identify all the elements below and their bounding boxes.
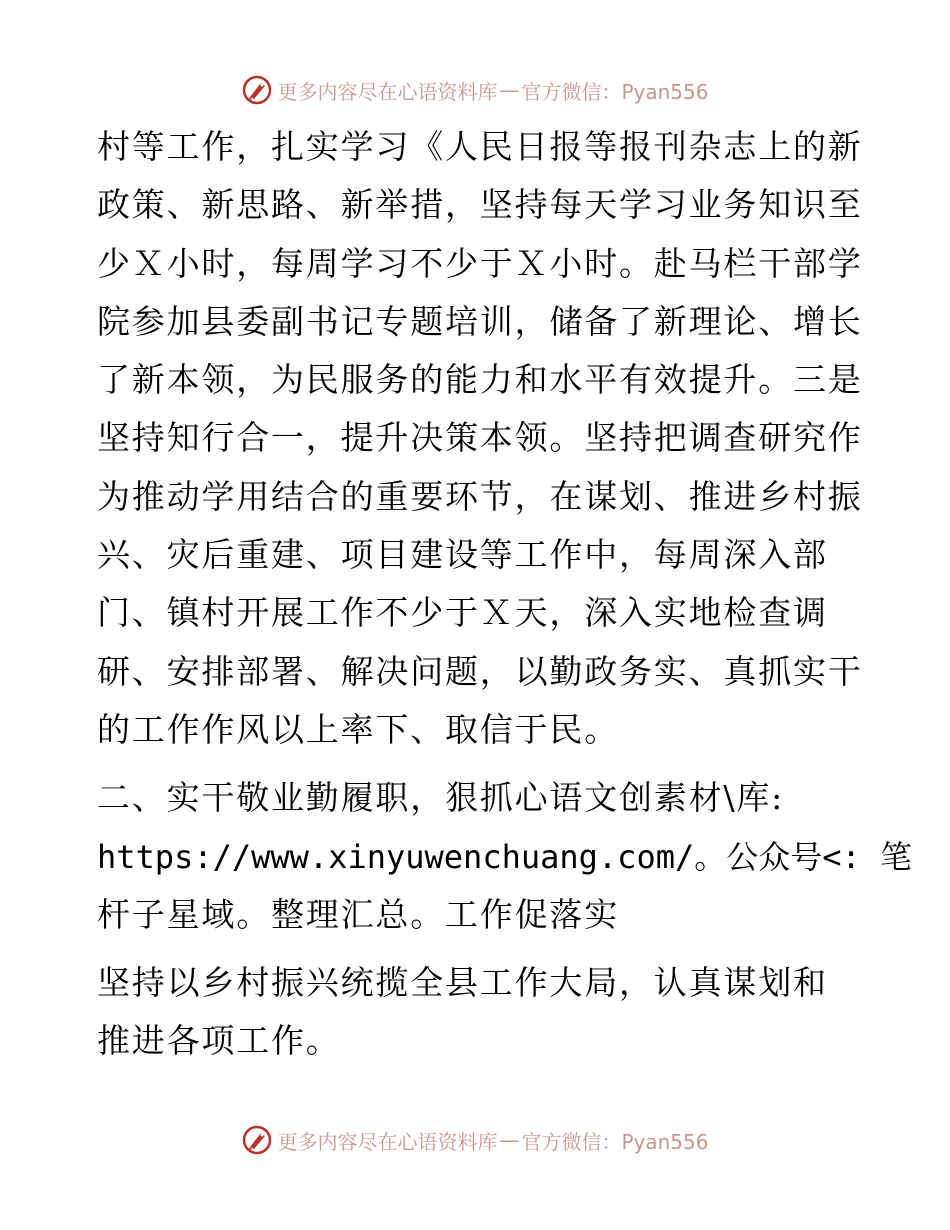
paragraph-line: 院参加县委副书记专题培训，储备了新理论、增长 [97,301,863,341]
paragraph-line: 了新本领，为民服务的能力和水平有效提升。三是 [97,360,863,400]
pen-nib-logo-icon [241,1124,273,1156]
paragraph-line: 少Ｘ小时，每周学习不少于Ｘ小时。赴马栏干部学 [97,243,863,283]
paragraph-line: 研、安排部署、解决问题，以勤政务实、真抓实干 [97,651,863,691]
footer-banner-separator: — [499,1128,520,1152]
paragraph-line: 门、镇村开展工作不少于Ｘ天，深入实地检查调 [97,593,828,633]
paragraph-line: 政策、新思路、新举措，坚持每天学习业务知识至 [97,185,863,225]
footer-wechat-id: 官方微信：Pyan556 [521,1129,709,1154]
header-banner-text: 更多内容尽在心语资料库 [277,79,498,104]
paragraph-line: 坚持知行合一，提升决策本领。坚持把调查研究作 [97,418,863,458]
paragraph-line: 的工作作风以上率下、取信于民。 [97,709,619,749]
header-banner [0,70,950,110]
pen-nib-logo-icon [241,74,273,106]
document-body [97,118,913,1071]
paragraph-line: 兴、灾后重建、项目建设等工作中，每周深入部 [97,535,828,575]
header-banner-separator: — [499,78,520,102]
footer-banner-text: 更多内容尽在心语资料库 [277,1129,498,1154]
header-wechat-id: 官方微信：Pyan556 [521,79,709,104]
paragraph-line: 推进各项工作。 [97,1021,341,1061]
section-heading: 二、实干敬业勤履职，狠抓心语文创素材\库: [97,778,785,818]
section-heading-continued: 杆子星域。整理汇总。工作促落实 [97,894,619,934]
url-line: https://www.xinyuwenchuang.com/。公众号<: 笔 [97,837,913,876]
paragraph-line: 为推动学用结合的重要环节，在谋划、推进乡村振 [97,476,863,516]
footer-banner [0,1120,950,1160]
paragraph-line: 坚持以乡村振兴统揽全县工作大局，认真谋划和 [97,963,828,1003]
paragraph-line: 村等工作，扎实学习《人民日报等报刊杂志上的新 [97,127,863,166]
